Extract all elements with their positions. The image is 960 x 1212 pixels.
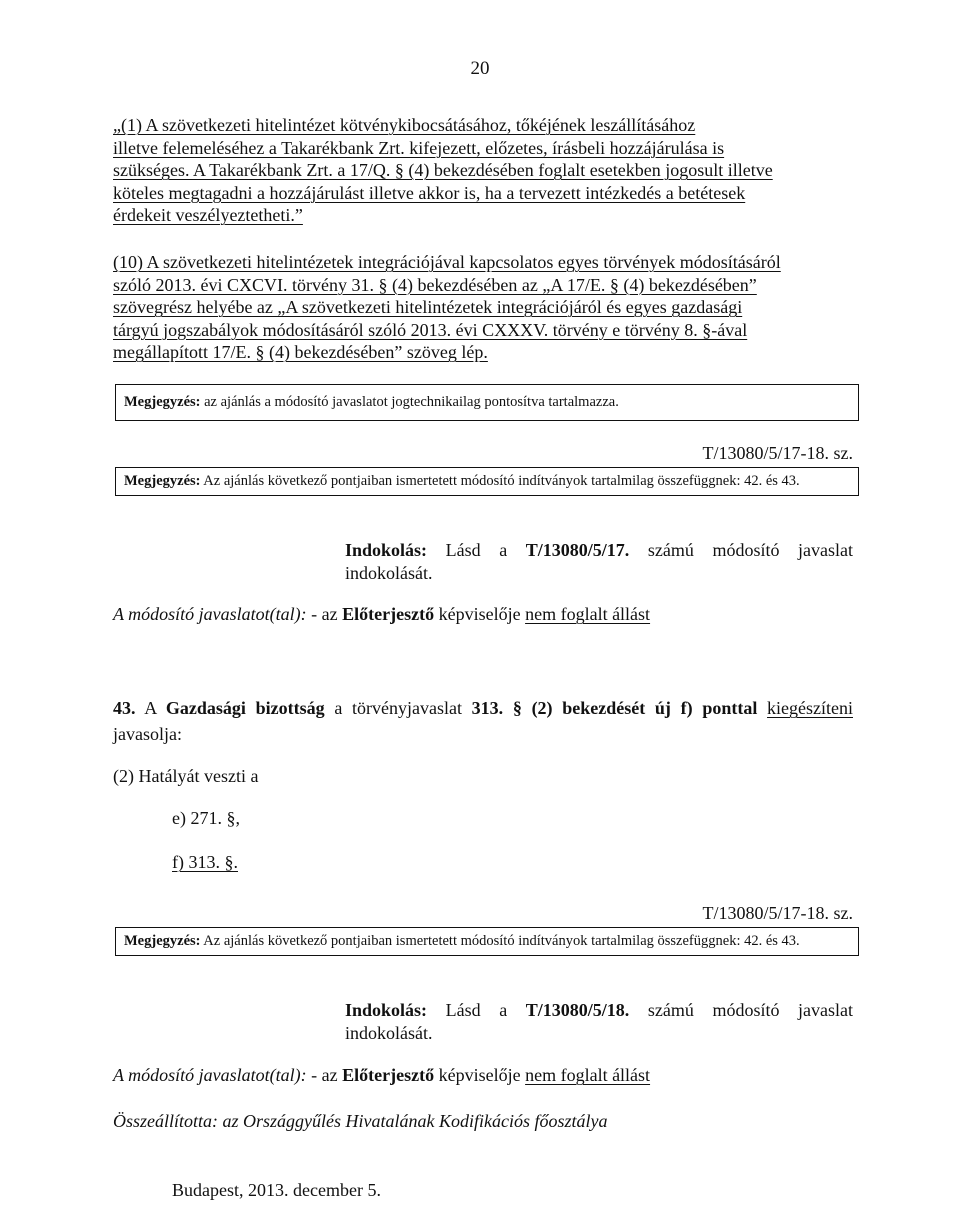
paragraph-line: szóló 2013. évi CXCVI. törvény 31. § (4) bekezdésében az „A 17/E. § (4) bekezdésében” [113, 274, 757, 295]
amendment-point-f: f) 313. §. [172, 852, 238, 872]
proposer-position [113, 1065, 650, 1086]
proposer-label: A módosító javaslatot(tal): [113, 1065, 307, 1085]
note-box [115, 384, 859, 421]
reference-number: T/13080/5/17-18. sz. [702, 903, 853, 923]
note-text: az ajánlás a módosító javaslatot jogtechnikailag pontosítva tartalmazza. [200, 394, 619, 410]
justification-text: Lásd a [427, 1000, 526, 1020]
note-label: Megjegyzés: [124, 473, 201, 489]
proposer-name: Előterjesztő [342, 604, 435, 624]
paragraph-line: szövegrész helyébe az „A szövetkezeti hitelintézetek integrációjáról és egyes gazdasági [113, 297, 743, 317]
amendment-point-e: e) 271. §, [172, 808, 240, 828]
item-section: 313. § (2) bekezdését új f) ponttal [471, 698, 758, 718]
quote-paragraph [113, 114, 853, 227]
item-committee: Gazdasági bizottság [165, 698, 325, 718]
justification-text: Lásd a [427, 540, 526, 560]
amendment-heading: (2) Hatályát veszti a [113, 766, 259, 786]
justification [345, 539, 853, 585]
paragraph-line: tárgyú jogszabályok módosításáról szóló 2013. évi CXXXV. törvény e törvény 8. §-ával [113, 319, 748, 340]
item-text: A [135, 698, 166, 718]
note-box [115, 927, 859, 956]
justification-text: számú módosító javaslat indokolását. [345, 1000, 854, 1043]
justification-reference: T/13080/5/18. [525, 1000, 630, 1020]
proposer-text: képviselője [434, 1065, 526, 1085]
justification-reference: T/13080/5/17. [525, 540, 630, 560]
proposer-label: A módosító javaslatot(tal): [113, 604, 307, 624]
item-43 [113, 695, 853, 747]
proposer-status: nem foglalt állást [525, 604, 651, 624]
justification-label: Indokolás: [345, 1000, 428, 1020]
note-label: Megjegyzés: [124, 933, 201, 949]
proposer-text: - az [306, 1065, 343, 1085]
proposer-position [113, 604, 650, 625]
justification-label: Indokolás: [345, 540, 428, 560]
quote-line: köteles megtagadni a hozzájárulást illetve akkor is, ha a tervezett intézkedés a betétesek [113, 182, 746, 203]
paragraph-10 [113, 251, 853, 364]
proposer-text: - az [306, 604, 343, 624]
compiled-by: Összeállította: az Országgyűlés Hivatalának Kodifikációs főosztálya [113, 1111, 608, 1131]
note-text: Az ajánlás következő pontjaiban ismertetett módosító indítványok tartalmilag összefüggnek: 42. és 43. [200, 933, 800, 949]
item-text: a törvényjavaslat [324, 698, 472, 718]
quote-line: illetve felemeléséhez a Takarékbank Zrt. kifejezett, előzetes, írásbeli hozzájárulása is [113, 137, 725, 158]
note-text: Az ajánlás következő pontjaiban ismertetett módosító indítványok tartalmilag összefüggnek: 42. és 43. [200, 473, 800, 489]
proposer-name: Előterjesztő [342, 1065, 435, 1085]
item-number: 43. [113, 698, 136, 718]
justification [345, 999, 853, 1045]
note-box [115, 467, 859, 496]
quote-line: érdekeit veszélyeztetheti.” [113, 205, 303, 225]
note-label: Megjegyzés: [124, 394, 201, 410]
paragraph-line: megállapított 17/E. § (4) bekezdésében” szöveg lép. [113, 342, 488, 362]
proposer-text: képviselője [434, 604, 526, 624]
quote-line: szükséges. A Takarékbank Zrt. a 17/Q. § (4) bekezdésében foglalt esetekben jogosult illetve [113, 160, 773, 180]
quote-line: „(1) A szövetkezeti hitelintézet kötvénykibocsátásához, tőkéjének leszállításához [113, 115, 696, 135]
reference-number: T/13080/5/17-18. sz. [702, 443, 853, 463]
place-date: Budapest, 2013. december 5. [172, 1180, 381, 1200]
item-text: javasolja: [113, 724, 182, 744]
justification-text: számú módosító javaslat indokolását. [345, 540, 854, 583]
proposer-status: nem foglalt állást [525, 1065, 651, 1085]
page-number: 20 [470, 58, 490, 79]
item-action: kiegészíteni [767, 698, 853, 718]
paragraph-line: (10) A szövetkezeti hitelintézetek integrációjával kapcsolatos egyes törvények módosításáról [113, 252, 781, 272]
